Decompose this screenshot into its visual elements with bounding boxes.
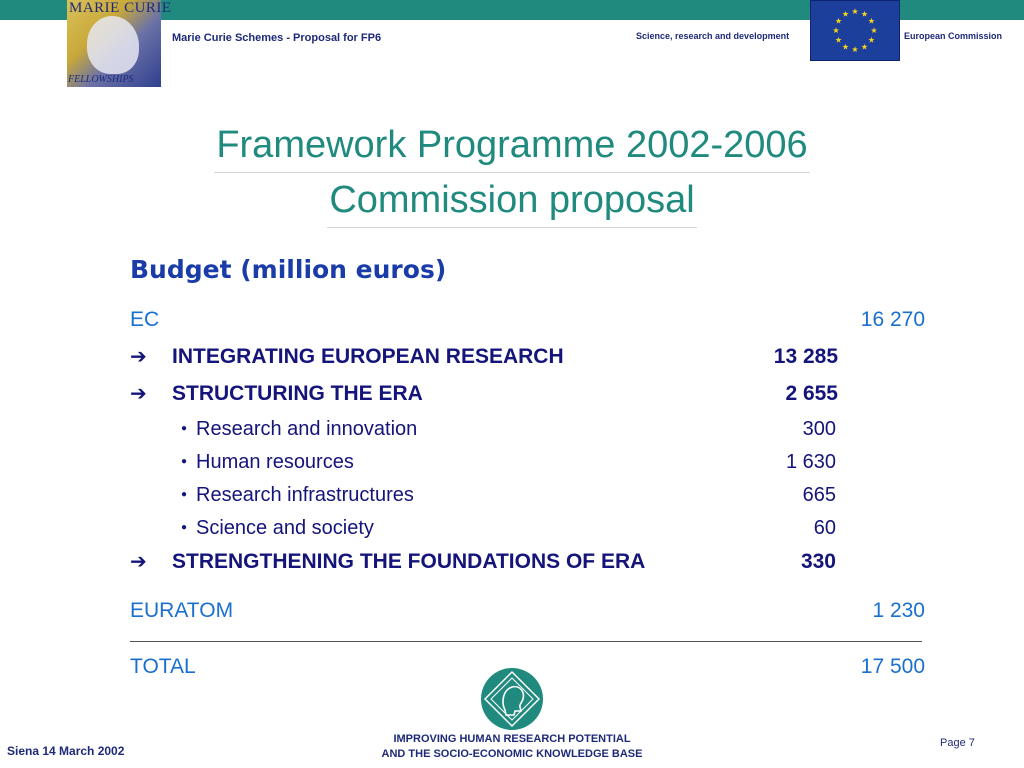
right-arrow-icon: ➔ <box>130 551 147 573</box>
euratom-row <box>0 597 1024 625</box>
total-value: 17 500 <box>860 655 925 678</box>
star-icon <box>871 27 877 33</box>
slide-title <box>0 118 1024 228</box>
right-arrow-icon: ➔ <box>130 383 147 405</box>
ec-label: EC <box>130 308 160 331</box>
eu-stars <box>811 1 899 60</box>
total-separator <box>130 641 922 642</box>
sub-item-label: Research infrastructures <box>196 484 414 506</box>
star-icon <box>833 27 839 33</box>
star-icon <box>852 8 858 14</box>
logo-title: MARIE CURIE <box>69 0 172 16</box>
star-icon <box>868 18 874 24</box>
structuring-value: 2 655 <box>785 382 838 405</box>
sub-item-label: Research and innovation <box>196 418 418 440</box>
programme-line-2: AND THE SOCIO-ECONOMIC KNOWLEDGE BASE <box>381 748 643 760</box>
euratom-value: 1 230 <box>872 599 925 622</box>
integrating-row <box>0 343 1024 371</box>
ec-row <box>0 306 1024 334</box>
integrating-label: INTEGRATING EUROPEAN RESEARCH <box>172 345 564 368</box>
star-icon <box>861 44 867 50</box>
star-icon <box>852 46 858 52</box>
star-icon <box>861 11 867 17</box>
portrait-icon <box>87 16 139 74</box>
star-icon <box>836 37 842 43</box>
sub-item-value: 300 <box>802 418 836 440</box>
strengthening-row <box>0 548 1024 576</box>
euratom-label: EURATOM <box>130 599 234 622</box>
science-label: Science, research and development <box>636 31 790 41</box>
programme-line-1: IMPROVING HUMAN RESEARCH POTENTIAL <box>393 733 631 745</box>
right-arrow-icon: ➔ <box>130 346 147 368</box>
header-title: Marie Curie Schemes - Proposal for FP6 <box>172 32 382 44</box>
marie-curie-logo <box>67 0 172 87</box>
title-line-1: Framework Programme 2002-2006 <box>214 118 809 173</box>
bullet-icon: ● <box>181 489 188 500</box>
structuring-label: STRUCTURING THE ERA <box>172 382 423 405</box>
star-icon <box>842 44 848 50</box>
sub-item-value: 60 <box>813 517 836 539</box>
title-line-2: Commission proposal <box>327 173 696 228</box>
integrating-value: 13 285 <box>773 345 838 368</box>
sub-item-label: Science and society <box>196 517 374 539</box>
ec-value: 16 270 <box>860 308 925 331</box>
star-icon <box>836 18 842 24</box>
bullet-icon: ● <box>181 456 188 467</box>
sub-item-value: 1 630 <box>785 451 836 473</box>
structuring-row <box>0 380 1024 408</box>
bullet-icon: ● <box>181 522 188 533</box>
logo-subtitle: FELLOWSHIPS <box>68 74 134 85</box>
programme-emblem-icon <box>479 666 545 732</box>
commission-label: European Commission <box>904 31 1003 41</box>
footer-programme <box>300 732 724 762</box>
list-item <box>0 415 1024 443</box>
list-item <box>0 481 1024 509</box>
star-icon <box>868 37 874 43</box>
star-icon <box>842 11 848 17</box>
strengthening-value: 330 <box>800 550 836 573</box>
bullet-icon: ● <box>181 423 188 434</box>
list-item <box>0 514 1024 542</box>
page-number: Page 7 <box>940 737 975 749</box>
budget-heading: Budget (million euros) <box>130 255 447 284</box>
strengthening-label: STRENGTHENING THE FOUNDATIONS OF ERA <box>172 550 646 573</box>
list-item <box>0 448 1024 476</box>
eu-flag-icon <box>810 0 900 61</box>
sub-item-value: 665 <box>802 484 836 506</box>
sub-item-label: Human resources <box>196 451 354 473</box>
total-label: TOTAL <box>130 655 196 678</box>
footer-location-date: Siena 14 March 2002 <box>7 744 125 758</box>
